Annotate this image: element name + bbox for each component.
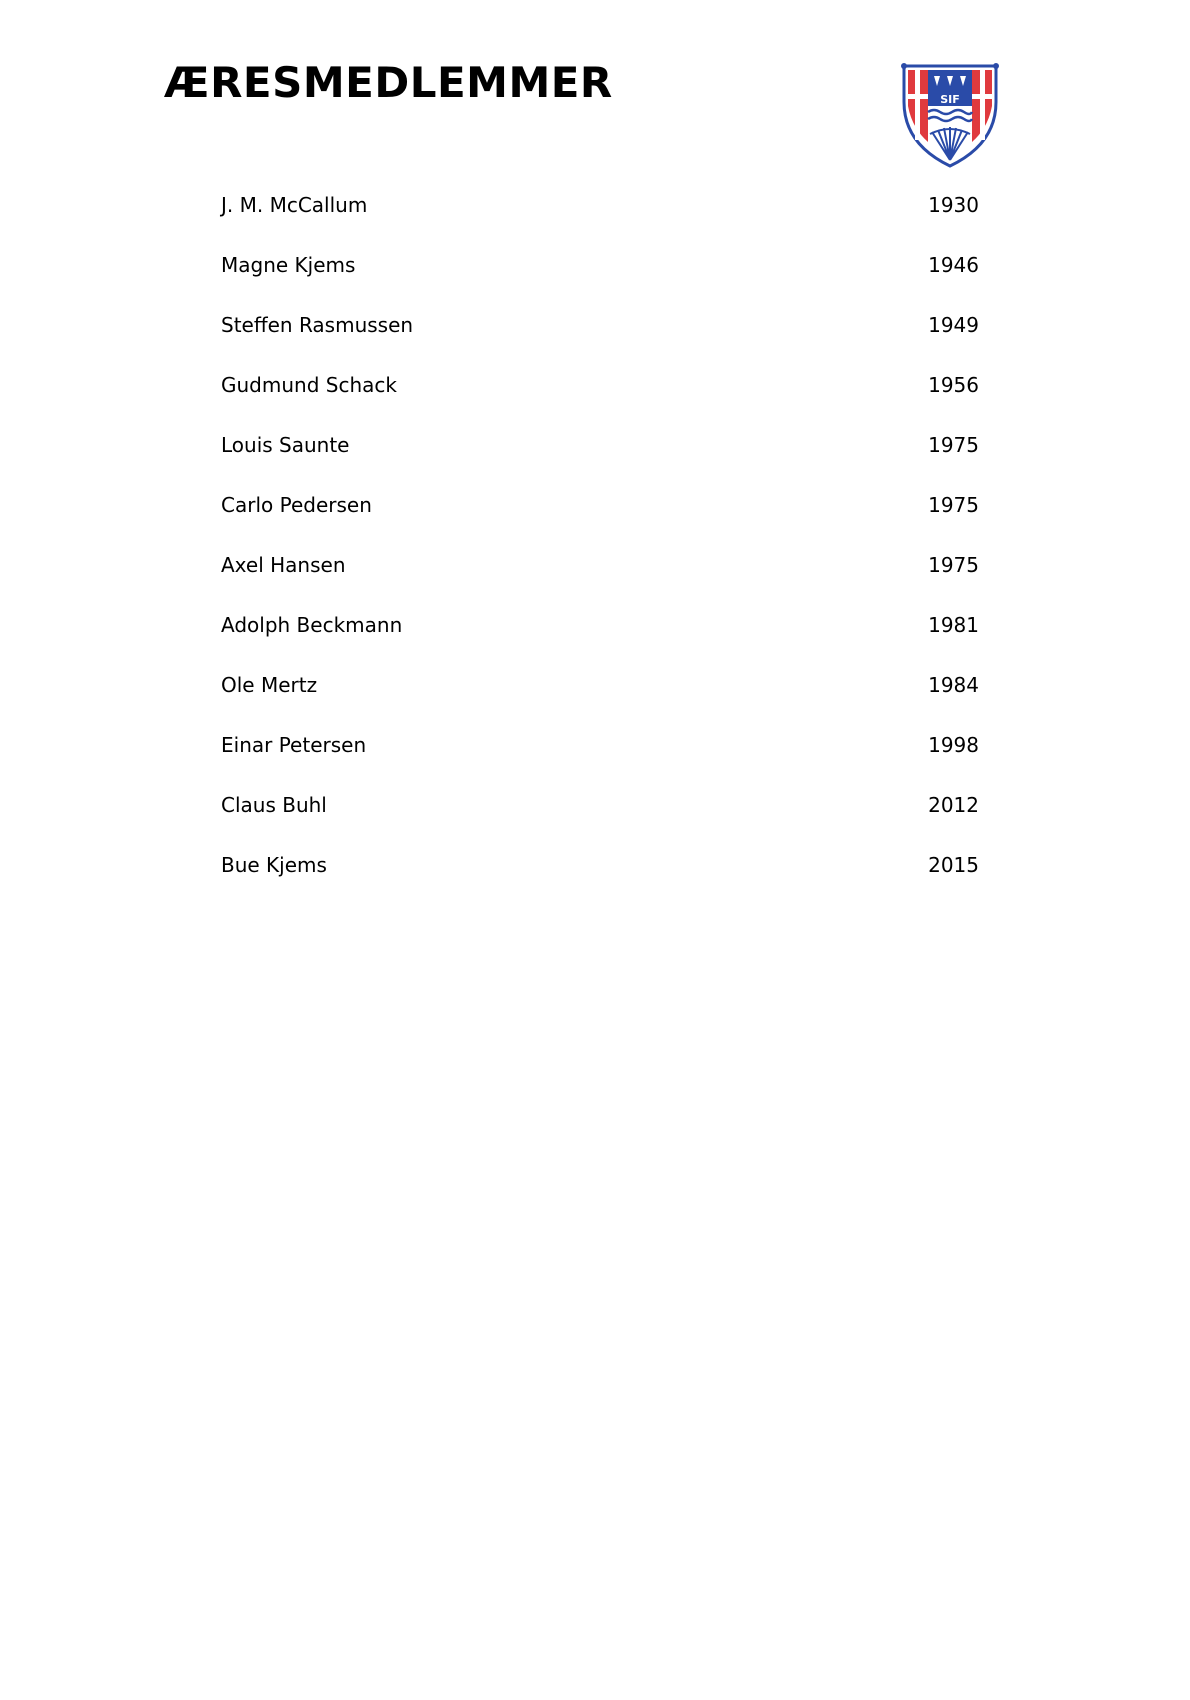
member-name: Louis Saunte: [221, 433, 350, 457]
member-year: 1975: [928, 433, 979, 457]
member-year: 1930: [928, 193, 979, 217]
member-year: 1949: [928, 313, 979, 337]
list-item: [221, 253, 979, 313]
member-year: 1975: [928, 493, 979, 517]
member-name: Gudmund Schack: [221, 373, 397, 397]
member-year: 2015: [928, 853, 979, 877]
list-item: [221, 553, 979, 613]
list-item: [221, 433, 979, 493]
list-item: [221, 673, 979, 733]
member-name: Ole Mertz: [221, 673, 318, 697]
member-year: 1975: [928, 553, 979, 577]
member-name: Carlo Pedersen: [221, 493, 372, 517]
member-year: 1956: [928, 373, 979, 397]
svg-text:SIF: SIF: [940, 93, 960, 106]
member-name: Magne Kjems: [221, 253, 356, 277]
club-crest-icon: [898, 62, 1002, 170]
member-name: Steffen Rasmussen: [221, 313, 414, 337]
member-year: 2012: [928, 793, 979, 817]
member-year: 1984: [928, 673, 979, 697]
list-item: [221, 313, 979, 373]
list-item: [221, 793, 979, 853]
member-name: Einar Petersen: [221, 733, 367, 757]
member-name: Claus Buhl: [221, 793, 327, 817]
member-year: 1998: [928, 733, 979, 757]
list-item: [221, 373, 979, 433]
member-name: J. M. McCallum: [221, 193, 368, 217]
list-item: [221, 853, 979, 913]
list-item: [221, 193, 979, 253]
member-name: Bue Kjems: [221, 853, 327, 877]
honorary-members-list: [221, 193, 979, 913]
member-year: 1946: [928, 253, 979, 277]
member-name: Adolph Beckmann: [221, 613, 403, 637]
list-item: [221, 733, 979, 793]
list-item: [221, 493, 979, 553]
list-item: [221, 613, 979, 673]
page-title: ÆRESMEDLEMMER: [164, 58, 613, 107]
member-year: 1981: [928, 613, 979, 637]
member-name: Axel Hansen: [221, 553, 346, 577]
